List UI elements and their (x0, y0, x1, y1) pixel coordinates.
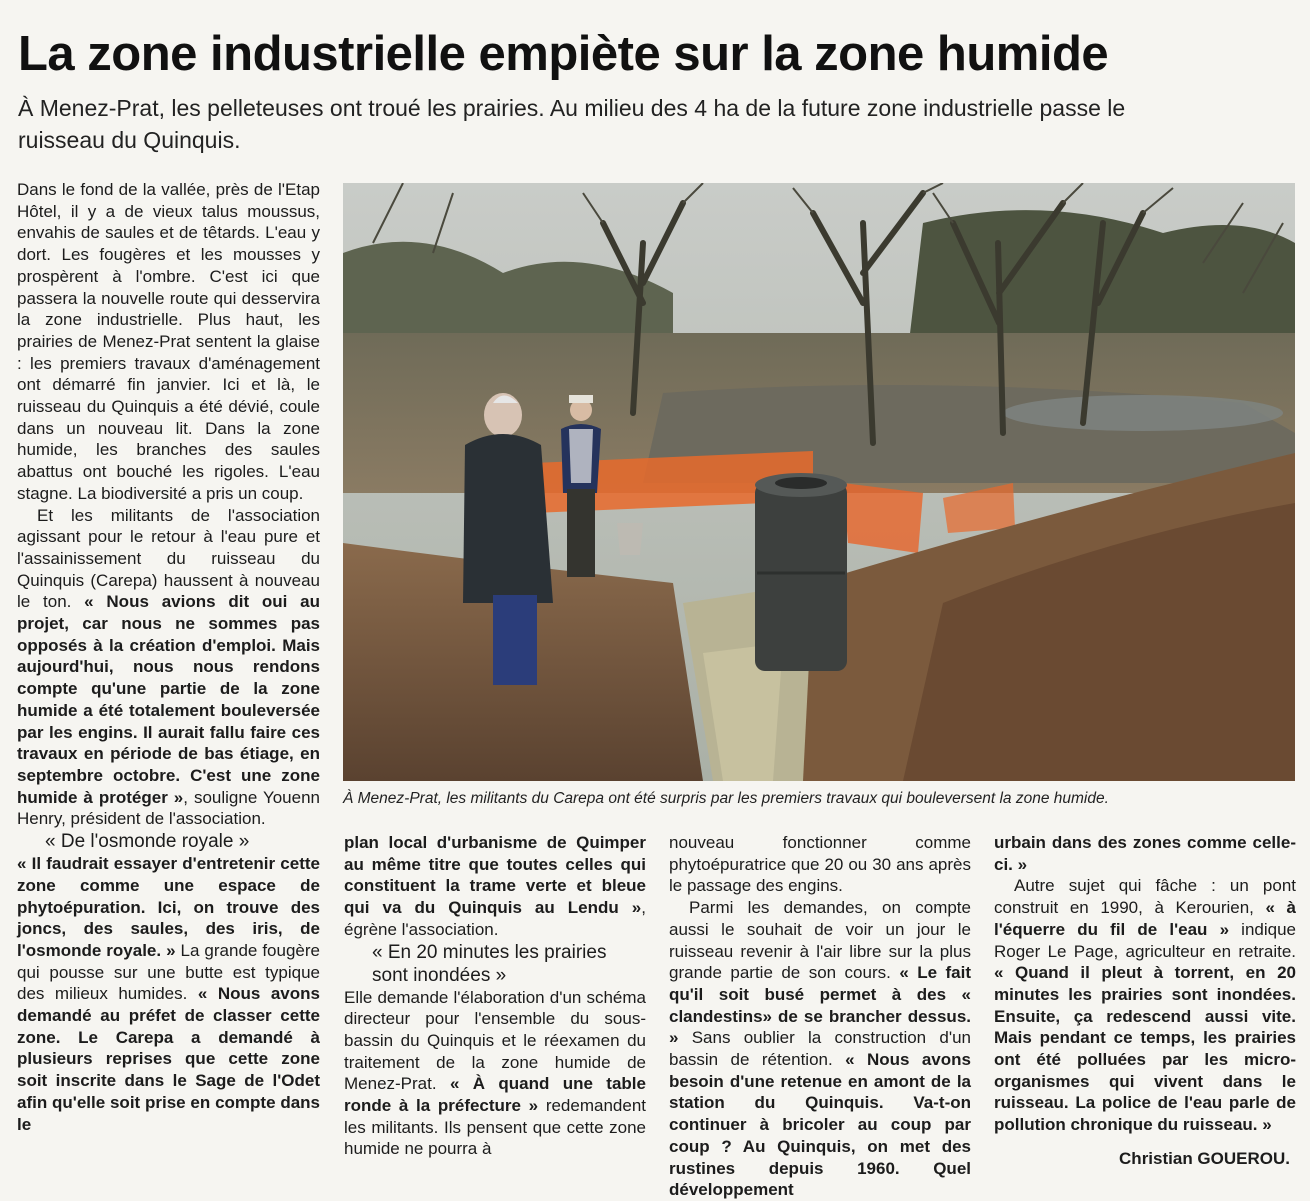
col2-subhead: « En 20 minutes les prairies sont inondées » (372, 941, 607, 986)
col4-p2-quote1: « à l'équerre du fil de l'eau » (994, 898, 1297, 939)
column-3 (669, 832, 971, 1201)
col1-subhead: « De l'osmonde royale » (45, 831, 250, 853)
byline: Christian GOUEROU. (1119, 1148, 1290, 1168)
col1-p3-quote2: « Nous avons demandé au préfet de classer cette zone. Le Carepa a demandé à plusieurs reprises que cette zone soit inscrite dans le Sage de l'Odet afin qu'elle soit prise en compte dans le (17, 984, 320, 1134)
col1-p2-quote: « Nous avions dit oui au projet, car nous ne sommes pas opposés à la création d'emploi. Mais aujourd'hui, nous nous rendons compte qu'une partie de la zone humide a été totalement bouleversée par les engins. Il aurait fallu faire ces travaux en période de bas étiage, en septembre octobre. C'est une zone humide à protéger » (17, 592, 320, 807)
col3-p2-quote1: « Le fait qu'il soit busé permet à des « clandestins» de se brancher dessus. » (669, 963, 971, 1048)
col1-paragraph-3 (17, 853, 320, 1135)
col2-paragraph-1 (344, 832, 646, 941)
col4-p2-mid: indique Roger Le Page, agriculteur en retraite. (994, 919, 1296, 961)
photo-caption: À Menez-Prat, les militants du Carepa ont été surpris par les premiers travaux qui bouleversent la zone humide. (343, 790, 1109, 807)
col2-p1-end: , égrène l'association. (344, 898, 646, 939)
col1-p3-text: La grande fougère qui pousse sur une butte est typique des milieux humides. (17, 940, 320, 1004)
headline: La zone industrielle empiète sur la zone humide (18, 27, 1109, 81)
col1-paragraph-1: Dans le fond de la vallée, près de l'Etap Hôtel, il y a de vieux talus moussus, envahis de saules et de têtards. L'eau y dort. Les fougères et les mousses y prospèrent à l'ombre. C'est ici que passera la nouvelle route qui desservira la zone industrielle. Plus haut, les prairies de Menez-Prat sentent la glaise : les premiers travaux d'aménagement ont démarré fin janvier. Ici et là, le ruisseau du Quinquis a été dévié, coule dans un nouveau lit. Dans la zone humide, les branches des saules abattus ont bouché les rigoles. L'eau stagne. La biodiversité a pris un coup. (17, 180, 320, 503)
col2-paragraph-2 (344, 987, 646, 1161)
col4-p2-text: Autre sujet qui fâche : un pont construit en 1990, à Kerourien, (994, 876, 1296, 918)
col1-paragraph-2 (17, 505, 320, 831)
col3-p2-quote2: « Nous avons besoin d'une retenue en amont de la station du Quinquis. Va-t-on continuer à bricoler au coup par coup ? Au Quinquis, on met des rustines depuis 1960. Quel développement (669, 1050, 971, 1200)
photo-illustration (343, 183, 1295, 781)
col4-p2-quote2: « Quand il pleut à torrent, en 20 minutes les prairies sont inondées. Ensuite, ça redescend aussi vite. Mais pendant ce temps, les prairies ont été polluées par les micro-organismes qui vivent dans le ruisseau. La police de l'eau parle de pollution chronique du ruisseau. » (994, 963, 1296, 1135)
col2-p2-quote: « À quand une table ronde à la préfecture » (344, 1074, 646, 1116)
col2-p2-end: redemandent les militants. Ils pensent que cette zone humide ne pourra à (344, 1096, 646, 1159)
column-2 (344, 832, 646, 1160)
article-photo (343, 183, 1295, 781)
col3-p2-text: Parmi les demandes, on compte aussi le souhait de voir un jour le ruisseau revenir à l'air libre sur la plus grande partie de son cours. (669, 898, 971, 983)
col3-paragraph-1: nouveau fonctionner comme phytoépuratrice que 20 ou 30 ans après le passage des engins. (669, 833, 971, 896)
col3-p2-mid: Sans oublier la construction d'un bassin de rétention. (669, 1028, 971, 1070)
col4-paragraph-1 (994, 832, 1296, 875)
col2-p2-text: Elle demande l'élaboration d'un schéma directeur pour l'ensemble du sous-bassin du Quinquis et le réexamen du traitement de la zone humide de Menez-Prat. (344, 987, 646, 1094)
column-1 (17, 179, 320, 1135)
col1-p2-text: Et les militants de l'association agissant pour le retour à l'eau pure et l'assainissement du ruisseau du Quinquis (Carepa) haussent à nouveau le ton. (17, 505, 320, 612)
column-4 (994, 832, 1296, 1170)
col3-paragraph-2 (669, 897, 971, 1201)
lead-paragraph: À Menez-Prat, les pelleteuses ont troué les prairies. Au milieu des 4 ha de la future zone industrielle passe le ruisseau du Quinquis. (18, 95, 1126, 153)
col1-p3-quote1: « Il faudrait essayer d'entretenir cette zone comme une espace de phytoépuration. Ici, on trouve des joncs, des saules, des iris, de l'osmonde royale. » (17, 854, 320, 960)
col4-paragraph-2 (994, 875, 1296, 1135)
col1-p2-end: , souligne Youenn Henry, président de l'association. (17, 787, 320, 829)
col4-p1-quote: urbain dans des zones comme celle-ci. » (994, 833, 1296, 874)
col2-p1-quote: plan local d'urbanisme de Quimper au même titre que toutes celles qui constituent la trame verte et bleue qui va du Quinquis au Lendu » (344, 833, 646, 918)
